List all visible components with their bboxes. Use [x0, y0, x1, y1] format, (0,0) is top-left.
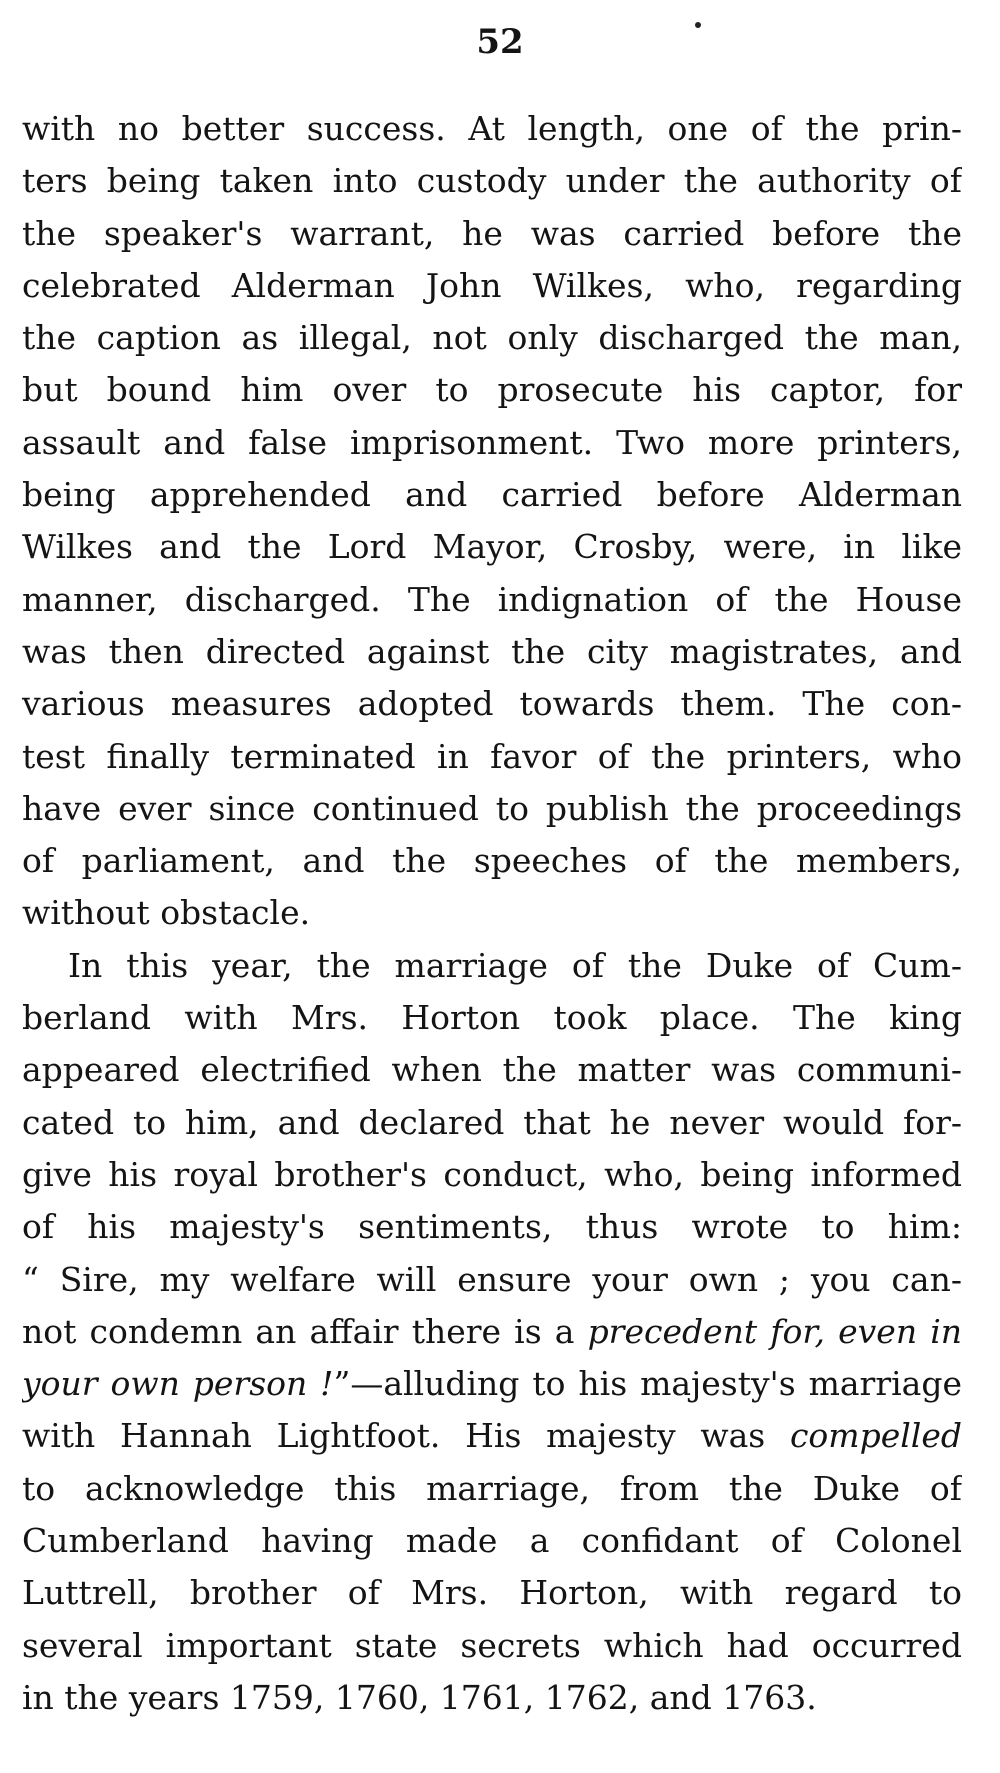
text-line: the caption as illegal, not only discharged the man, [22, 318, 962, 358]
text-line: ters being taken into custody under the authority of [22, 161, 962, 201]
italic-text-run: your own person ! [22, 1364, 334, 1404]
text-line: the speaker's warrant, he was carried before the [22, 213, 962, 253]
text-line: cated to him, and declared that he never would for- [22, 1102, 962, 1142]
italic-text-run: compelled [789, 1416, 962, 1456]
text-line: appeared electrified when the matter was communi- [22, 1050, 962, 1090]
text-line: In this year, the marriage of the Duke of Cum- [68, 945, 962, 985]
text-line: celebrated Alderman John Wilkes, who, regarding [22, 265, 962, 305]
text-line: of his majesty's sentiments, thus wrote to him: [22, 1207, 962, 1247]
text-line: have ever since continued to publish the proceedings [22, 788, 962, 828]
italic-text-run: precedent for, even in [587, 1311, 962, 1351]
text-line: Cumberland having made a confidant of Colonel [22, 1521, 962, 1561]
text-line: “ Sire, my welfare will ensure your own ; you can- [22, 1259, 962, 1299]
text-line: of parliament, and the speeches of the members, [22, 841, 962, 881]
text-line: various measures adopted towards them. The con- [22, 684, 962, 724]
text-line [22, 1358, 962, 1410]
text-line: berland with Mrs. Horton took place. The king [22, 998, 962, 1038]
text-line: to acknowledge this marriage, from the Duke of [22, 1468, 962, 1508]
text-line: being apprehended and carried before Alderman [22, 475, 962, 515]
text-run: not condemn an affair there is a [22, 1311, 588, 1351]
text-line: give his royal brother's conduct, who, being informed [22, 1154, 962, 1194]
page-number: 52 [476, 22, 524, 62]
paragraph [22, 940, 962, 1724]
text-line: without obstacle. [22, 893, 311, 933]
text-line [22, 1306, 962, 1358]
text-line [22, 1410, 962, 1462]
text-run: ”—alluding to his majesty's marriage [333, 1364, 962, 1404]
text-line: test finally terminated in favor of the printers, who [22, 736, 962, 776]
text-line: several important state secrets which had occurred [22, 1625, 962, 1665]
text-line: with no better success. At length, one of the prin- [22, 109, 962, 148]
text-line: assault and false imprisonment. Two more printers, [22, 422, 962, 462]
text-line: manner, discharged. The indignation of the House [22, 579, 962, 619]
text-line: in the years 1759, 1760, 1761, 1762, and 1763. [22, 1677, 817, 1717]
body-text [22, 103, 962, 1724]
text-line: Luttrell, brother of Mrs. Horton, with regard to [22, 1573, 962, 1613]
text-line: was then directed against the city magistrates, and [22, 631, 962, 671]
text-line: Wilkes and the Lord Mayor, Crosby, were, in like [22, 527, 962, 567]
paragraph [22, 103, 962, 940]
text-run: with Hannah Lightfoot. His majesty was [22, 1416, 790, 1456]
text-line: but bound him over to prosecute his captor, for [22, 370, 962, 410]
